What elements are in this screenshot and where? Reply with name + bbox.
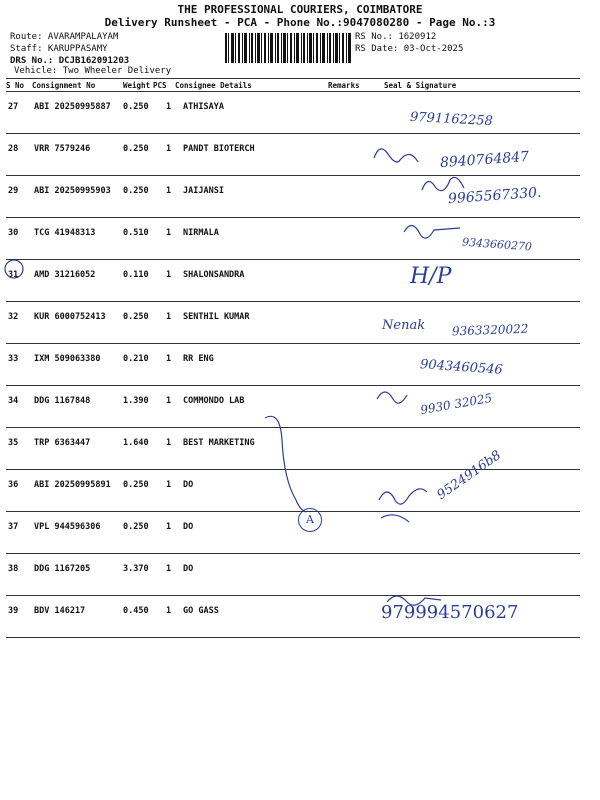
row-consignee: DO: [183, 480, 194, 490]
handwritten-phone-row29: 9965567330.: [447, 184, 542, 208]
row-pcs: 1: [166, 312, 172, 322]
row-pcs: 1: [166, 522, 172, 532]
row-consignee: JAIJANSI: [183, 186, 224, 196]
row-weight: 0.250: [123, 312, 149, 322]
row-weight: 0.250: [123, 186, 149, 196]
row-consignee: RR ENG: [183, 354, 214, 364]
row-weight: 1.390: [123, 396, 149, 406]
row-weight: 0.450: [123, 606, 149, 616]
drs-number: DRS No.: DCJB162091203: [10, 56, 130, 66]
row-pcs: 1: [166, 480, 172, 490]
row-pcs: 1: [166, 606, 172, 616]
vehicle-label: Vehicle: Two Wheeler Delivery: [14, 66, 172, 76]
row-consignment: BDV 146217: [34, 606, 86, 616]
row-consignment: DDG 1167848: [34, 396, 91, 406]
row-sno: 33: [8, 354, 19, 364]
signature-row34-icon: [375, 385, 415, 415]
row-consignment: TRP 6363447: [34, 438, 91, 448]
rs-date: RS Date: 03-Oct-2025: [355, 44, 464, 54]
row-sno: 39: [8, 606, 19, 616]
row-consignment: ABI 20250995887: [34, 102, 111, 112]
row-sno: 28: [8, 144, 19, 154]
row-consignment: VPL 944596306: [34, 522, 101, 532]
row-sno: 32: [8, 312, 19, 322]
row-consignment: TCG 41948313: [34, 228, 96, 238]
row-weight: 0.250: [123, 480, 149, 490]
handwritten-hp-row31: H/P: [410, 264, 452, 289]
row-sno: 38: [8, 564, 19, 574]
col-header-consignee: Consignee Details: [175, 81, 252, 90]
row-consignee: PANDT BIOTERCH: [183, 144, 255, 154]
signature-row36-icon: [375, 480, 435, 530]
row-sno: 37: [8, 522, 19, 532]
row-consignee: SHALONSANDRA: [183, 270, 245, 280]
barcode-icon: [225, 33, 351, 63]
handwritten-phone-row27: 9791162258: [409, 109, 494, 130]
handwritten-name-row32: Nenak: [382, 318, 426, 333]
bracket-line-icon: [260, 410, 330, 550]
table-row: [6, 92, 580, 134]
row-sno: 29: [8, 186, 19, 196]
row-pcs: 1: [166, 564, 172, 574]
signature-row29-icon: [420, 170, 470, 200]
row-weight: 1.640: [123, 438, 149, 448]
col-header-seal-signature: Seal & Signature: [384, 81, 457, 90]
col-header-sno: S No: [6, 81, 25, 90]
row-sno: 27: [8, 102, 19, 112]
page-title: THE PROFESSIONAL COURIERS, COIMBATORE: [177, 3, 423, 16]
row-sno: 31: [8, 270, 19, 280]
row-weight: 3.370: [123, 564, 149, 574]
handwritten-phone-row28: 8940764847: [439, 148, 530, 172]
row-consignment: ABI 20250995891: [34, 480, 111, 490]
circle-mark-icon: [3, 258, 25, 280]
row-weight: 0.250: [123, 522, 149, 532]
row-consignee: GO GASS: [183, 606, 219, 616]
circled-letter-a: A: [298, 508, 322, 532]
col-header-consignment: Consignment No: [32, 81, 96, 90]
col-header-remarks: Remarks: [328, 81, 360, 90]
row-sno: 36: [8, 480, 19, 490]
row-pcs: 1: [166, 102, 172, 112]
row-weight: 0.210: [123, 354, 149, 364]
handwritten-phone-row39: 979994570627: [381, 602, 519, 623]
row-rule: [6, 637, 580, 638]
col-header-pcs: PCS: [153, 81, 167, 90]
row-weight: 0.250: [123, 144, 149, 154]
row-pcs: 1: [166, 396, 172, 406]
row-consignment: ABI 20250995903: [34, 186, 111, 196]
row-consignment: VRR 7579246: [34, 144, 91, 154]
route-label: Route: AVARAMPALAYAM: [10, 32, 119, 42]
signature-row30-icon: [400, 218, 470, 248]
row-pcs: 1: [166, 144, 172, 154]
row-sno: 30: [8, 228, 19, 238]
staff-label: Staff: KARUPPASAMY: [10, 44, 108, 54]
row-consignee: ATHISAYA: [183, 102, 224, 112]
row-pcs: 1: [166, 228, 172, 238]
row-weight: 0.510: [123, 228, 149, 238]
table-top-rule: [6, 78, 580, 79]
row-consignment: KUR 6000752413: [34, 312, 106, 322]
row-consignee: NIRMALA: [183, 228, 219, 238]
signature-row39-icon: [385, 590, 445, 610]
row-consignee: BEST MARKETING: [183, 438, 255, 448]
rs-number: RS No.: 1620912: [355, 32, 437, 42]
row-consignment: AMD 31216052: [34, 270, 96, 280]
row-consignment: IXM 509063380: [34, 354, 101, 364]
col-header-weight: Weight: [123, 81, 151, 90]
row-weight: 0.250: [123, 102, 149, 112]
table-row: [6, 260, 580, 302]
row-pcs: 1: [166, 354, 172, 364]
row-sno: 35: [8, 438, 19, 448]
handwritten-phone-row34: 9930 32025: [419, 390, 494, 418]
handwritten-phone-row30: 9343660270: [461, 235, 533, 254]
row-consignee: SENTHIL KUMAR: [183, 312, 250, 322]
row-consignee: DO: [183, 564, 194, 574]
row-consignment: DDG 1167205: [34, 564, 91, 574]
row-consignee: COMMONDO LAB: [183, 396, 245, 406]
row-consignee: DO: [183, 522, 194, 532]
row-pcs: 1: [166, 438, 172, 448]
page-subtitle: Delivery Runsheet - PCA - Phone No.:9047080280 - Page No.:3: [104, 16, 496, 29]
row-pcs: 1: [166, 270, 172, 280]
row-weight: 0.110: [123, 270, 149, 280]
row-sno: 34: [8, 396, 19, 406]
handwritten-phone-row36: 9524916b8: [434, 447, 505, 504]
row-pcs: 1: [166, 186, 172, 196]
handwritten-phone-row32: 9363320022: [451, 321, 529, 339]
table-row: [6, 554, 580, 596]
handwritten-phone-row33: 9043460546: [419, 357, 504, 378]
